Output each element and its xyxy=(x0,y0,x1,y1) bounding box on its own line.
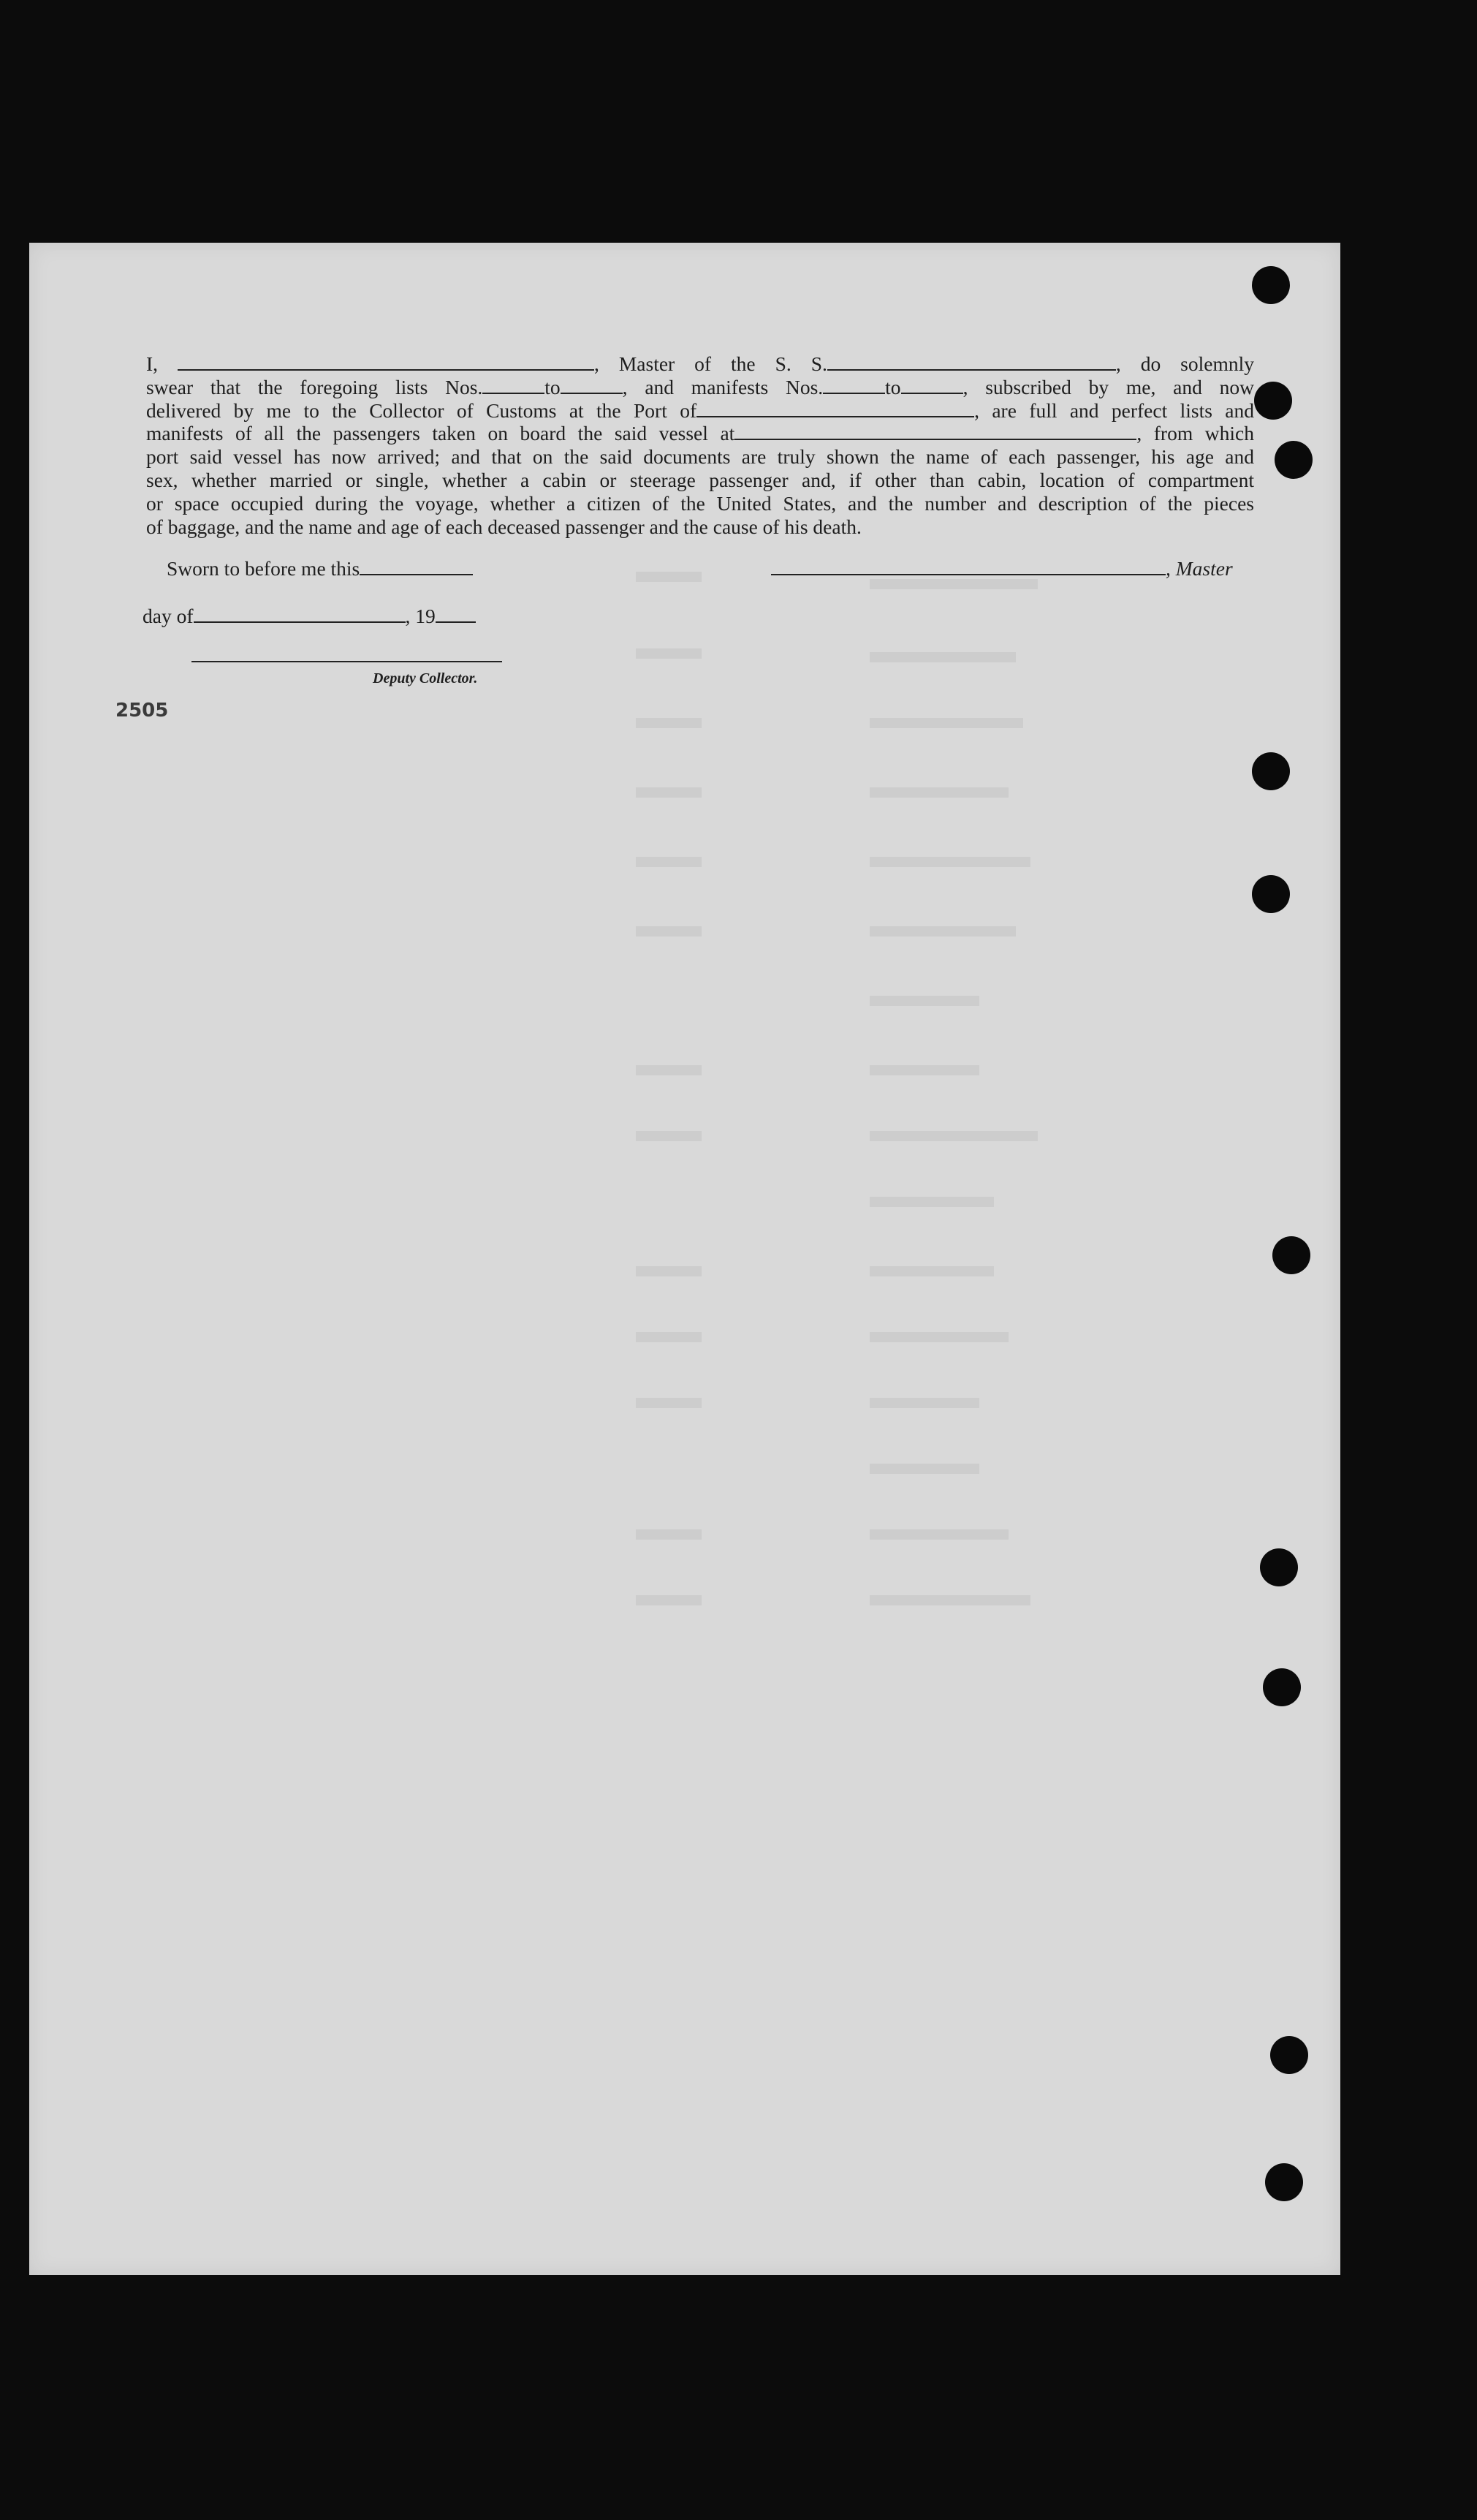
oath-text: , from which xyxy=(1136,422,1254,445)
punch-hole xyxy=(1252,266,1290,304)
oath-text: manifests of all the passengers taken on board the said vessel at xyxy=(146,422,735,445)
oath-line-8: of baggage, and the name and age of each deceased passenger and the cause of his death. xyxy=(146,515,862,538)
oath-text: delivered by me to the Collector of Customs at the Port of xyxy=(146,398,697,422)
year-label: , 19 xyxy=(405,605,436,627)
oath-text: , and manifests Nos. xyxy=(622,375,824,398)
sworn-label: Sworn to before me this xyxy=(167,557,360,580)
oath-text: swear that the foregoing lists Nos. xyxy=(146,375,483,398)
bleed-through xyxy=(29,243,1340,2275)
punch-hole xyxy=(1265,2163,1303,2201)
oath-text: , do solemnly xyxy=(1115,352,1254,375)
master-label: , Master xyxy=(1166,557,1233,580)
oath-text: , are full and perfect lists and xyxy=(974,398,1254,422)
oath-text: , subscribed by me, and now xyxy=(962,375,1254,398)
punch-hole xyxy=(1270,2036,1308,2074)
oath-text: to xyxy=(885,375,901,398)
punch-hole xyxy=(1254,382,1292,420)
oath-line-7: or space occupied during the voyage, whether a citizen of the United States, and the number and description of the pieces xyxy=(146,491,1254,515)
punch-hole xyxy=(1272,1236,1310,1274)
oath-text: to xyxy=(544,375,561,398)
oath-line-5: port said vessel has now arrived; and that on the said documents are truly shown the name of each passenger, his age and xyxy=(146,445,1254,469)
punch-hole xyxy=(1252,875,1290,913)
handwritten-margin-mark: 2505 xyxy=(115,700,169,722)
oath-line-6: sex, whether married or single, whether a cabin or steerage passenger and, if other than cabin, location of compartment xyxy=(146,468,1254,491)
punch-hole xyxy=(1275,441,1313,479)
punch-hole xyxy=(1263,1668,1301,1706)
punch-hole xyxy=(1252,752,1290,790)
punch-hole xyxy=(1260,1548,1298,1586)
oath-text: I, xyxy=(146,352,159,375)
oath-text: , Master of the S. S. xyxy=(594,352,827,375)
manifest-page xyxy=(29,243,1340,2275)
day-of-label: day of xyxy=(143,605,194,627)
deputy-collector-label: Deputy Collector. xyxy=(373,670,478,686)
